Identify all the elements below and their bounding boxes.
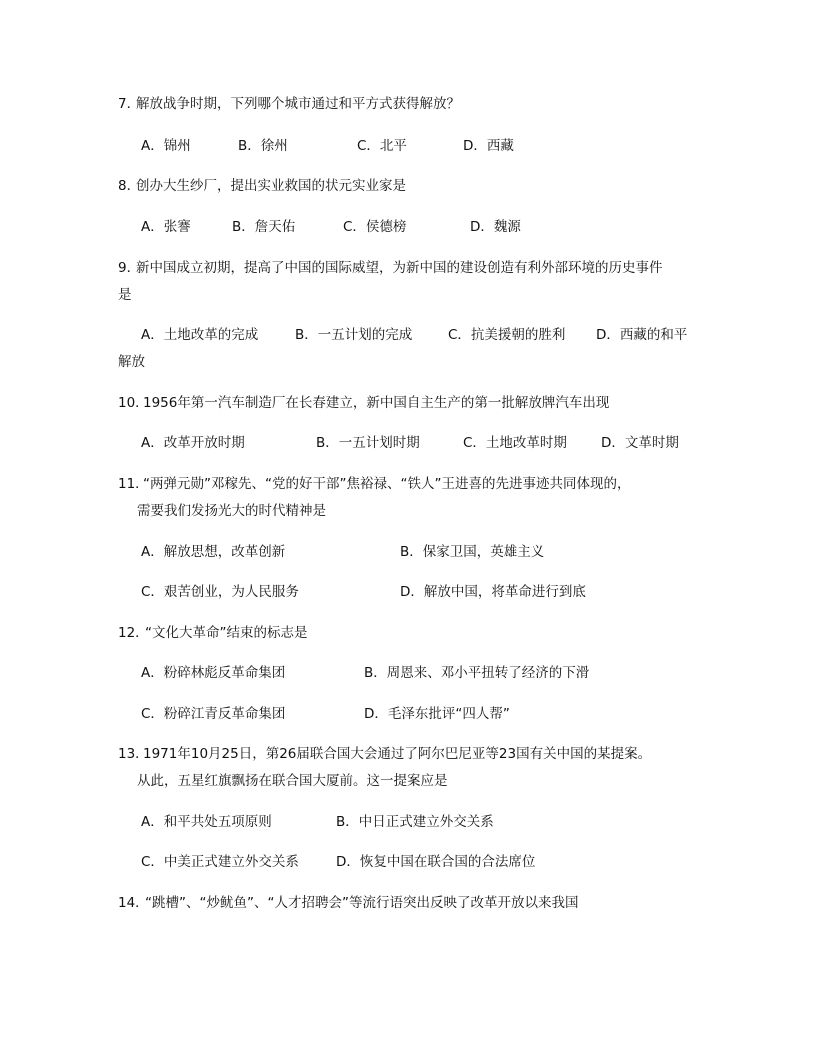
question-number: 9．: [118, 260, 141, 276]
option-c: C．侯德榜: [343, 219, 407, 235]
option-a: A．粉碎林彪反革命集团: [141, 665, 286, 681]
option-c: C．土地改革时期: [463, 435, 567, 451]
question-number: 8．: [118, 178, 141, 194]
option-d-cont: 解放: [118, 354, 145, 370]
question-stem: “两弹元勋”邓稼先、“党的好干部”焦裕禄、“铁人”王进喜的先进事迹共同体现的，: [143, 476, 631, 492]
question-stem-cont: 是: [118, 287, 132, 303]
question-stem-cont: 需要我们发扬光大的时代精神是: [137, 503, 326, 519]
question-number: 7．: [118, 96, 141, 112]
question-stem: 创办大生纱厂，提出实业救国的状元实业家是: [136, 178, 406, 194]
option-c: C．北平: [357, 138, 407, 154]
option-a: A．改革开放时期: [141, 435, 245, 451]
question-stem: “文化大革命”结束的标志是: [145, 625, 308, 641]
question-number: 11．: [118, 476, 149, 492]
question-stem: 解放战争时期，下列哪个城市通过和平方式获得解放？: [136, 96, 460, 112]
question-stem: 1956年第一汽车制造厂在长春建立，新中国自主生产的第一批解放牌汽车出现: [143, 395, 610, 411]
option-b: B．周恩来、邓小平扭转了经济的下滑: [364, 665, 590, 681]
option-b: B．中日正式建立外交关系: [336, 814, 494, 830]
option-c: C．粉碎江青反革命集团: [141, 706, 286, 722]
option-d: D．西藏: [463, 138, 514, 154]
option-d: D．毛泽东批评“四人帮”: [364, 706, 510, 722]
question-stem: 1971年10月25日，第26届联合国大会通过了阿尔巴尼亚等23国有关中国的某提案。: [143, 746, 652, 762]
option-a: A．锦州: [141, 138, 191, 154]
option-d: D．魏源: [470, 219, 521, 235]
option-a: A．土地改革的完成: [141, 327, 259, 343]
option-b: B．保家卫国，英雄主义: [400, 544, 545, 560]
question-number: 14．: [118, 895, 149, 911]
question-number: 10．: [118, 395, 149, 411]
question-stem: 新中国成立初期，提高了中国的国际威望，为新中国的建设创造有利外部环境的历史事件: [136, 260, 663, 276]
option-d: D．西藏的和平: [596, 327, 688, 343]
question-stem: “跳槽”、“炒鱿鱼”、“人才招聘会”等流行语突出反映了改革开放以来我国: [145, 895, 579, 911]
option-c: C．艰苦创业，为人民服务: [141, 584, 299, 600]
option-c: C．抗美援朝的胜利: [448, 327, 566, 343]
option-b: B．徐州: [238, 138, 288, 154]
option-d: D．文革时期: [601, 435, 679, 451]
option-b: B．一五计划的完成: [295, 327, 413, 343]
option-d: D．恢复中国在联合国的合法席位: [336, 854, 536, 870]
option-a: A．和平共处五项原则: [141, 814, 272, 830]
option-a: A．张謇: [141, 219, 191, 235]
question-number: 13．: [118, 746, 149, 762]
option-b: B．詹天佑: [232, 219, 296, 235]
option-b: B．一五计划时期: [316, 435, 420, 451]
option-c: C．中美正式建立外交关系: [141, 854, 299, 870]
question-stem-cont: 从此，五星红旗飘扬在联合国大厦前。这一提案应是: [137, 773, 448, 789]
option-d: D．解放中国，将革命进行到底: [400, 584, 586, 600]
option-a: A．解放思想，改革创新: [141, 544, 286, 560]
question-number: 12．: [118, 625, 149, 641]
